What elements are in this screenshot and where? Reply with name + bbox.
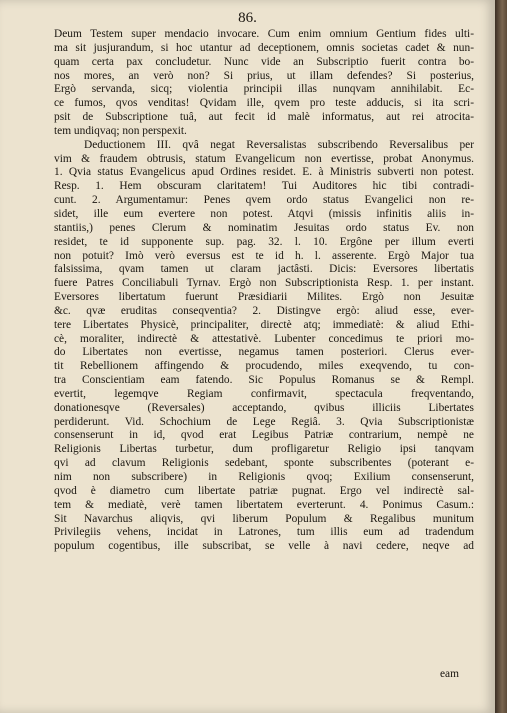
text-line: ma sit jusjurandum, si hoc utantur ad deceptionem, omnis societas cadet & nun- [54,41,474,54]
text-line: perdiderunt. Vid. Schochium de Lege Regiâ. 3. Qvia Subscriptionistæ [54,415,474,428]
text-line: tem & mediatè, verè tamen libertatem everterunt. 4. Ponimus Casum.: [54,498,474,511]
text-line: vim & fraudem obtrusis, statum Evangelicum non evertisse, probat Anonymus. [54,152,474,165]
text-line: &c. qvæ eruditas conseqventia? 2. Distingve ergò: aliud esse, ever- [54,304,474,317]
text-line: psit de Subscriptione tuâ, aut fecit id malè informatus, aut rei atrocita- [54,111,474,124]
text-line: Religionis Libertas turbetur, dum profligaretur Religio ipsi tanqvam [54,443,474,456]
text-line: Deductionem III. qvâ negat Reversalistas subscribendo Reversalibus per [84,138,474,151]
text-line: 1. Qvia status Evangelicus apud Ordines residet. E. à Ministris subverti non potest. [54,166,474,179]
book-spine [495,0,507,713]
catchword: eam [440,668,459,680]
text-line: cunt. 2. Argumentamur: Penes qvem ordo status Evangelici non re- [54,194,474,207]
text-line: Privilegiis vehens, incidat in Latrones, tum illis eum ad tradendum [54,526,474,539]
text-line: Deum Testem super mendacio invocare. Cum enim omnium Gentium fides ulti- [54,28,474,40]
text-line: nim non subscribere) in Religionis qvoq; Exilium consenserunt, [54,471,474,483]
page-number: 86. [238,10,257,26]
text-line: do Libertates non evertisse, negamus tamen posteriori. Clerus ever- [54,346,474,359]
text-line: nos mores, an verò non? Si prius, ut illam defendes? Si posterius, [54,69,474,82]
text-line: non potuit? Imò verò eversus est te id h. l. asserente. Ergò Major tua [54,249,474,262]
text-line: fuere Patres Conciliabuli Tyrnav. Ergò non Subscriptionista Resp. 1. per instant. [54,277,474,290]
text-line: tere Libertates Physicè, principaliter, directè atq; immediatè: & aliud Ethi- [54,318,474,331]
text-line: tra Conscientiam eam fatendo. Sic Populus Romanus se & Rempl. [54,374,474,387]
text-line: ce fumos, qvos venditas! Qvidam ille, qvem pro teste adducis, si ita scri- [54,97,474,110]
text-line: residet, te id supponente sup. pag. 32. l. 10. Ergône per illum everti [54,235,474,248]
text-line: stantiis,) penes Clerum & nominatim Jesuitas ordo status Ev. non [54,221,474,234]
text-line: donationesqve (Reversales) acceptando, qvibus illiciis Libertates [54,401,474,414]
text-line: quam certa pax concludetur. Nunc vide an Subscriptio fuerit contra bo- [54,55,474,68]
text-line: Ergò servanda, sicq; violentia principii illas nunqvam annihilabit. Ec- [54,83,474,96]
text-line: tit Rebellionem affingendo & procudendo, miles exeqvendo, tu con- [54,360,474,373]
text-line: qvod è diametro cum libertate patriæ pugnat. Ergo vel indirectè sal- [54,484,474,497]
text-line: sidet, ille eum everterе non potest. Atqvi (missis infinitis aliis in- [54,207,474,220]
text-line: consenserunt in id, qvod erat Legibus Patriæ contrarium, nempè ne [54,429,474,442]
text-line: qvi ad clavum Religionis sedebant, sponte subscribentes (poterant e- [54,457,474,470]
body-text [54,28,474,554]
text-line: Eversores libertatum fuerunt Præsidiarii Milites. Ergò non Jesuitæ [54,291,474,304]
text-line: cè, moraliter, indirectè & attestativè. Lubenter concedimus te priori mo- [54,332,474,345]
text-line: populum cogentibus, ille subscribat, se velle à navi cedere, neqve ad [54,540,474,553]
text-line: falsissima, qvam tamen ut claram jactâsti. Dicis: Eversores libertatis [54,263,474,276]
text-line: evertit, legemqve Regiam confirmavit, spectacula freqventando, [54,387,474,400]
text-line: tem undiqvaq; non perspexit. [54,124,187,137]
text-line: Resp. 1. Hem obscuram claritatem! Tui Auditores hic tibi contradi- [54,180,474,193]
text-line: Sit Navarchus aliqvis, qvi liberum Populum & Regalibus munitum [54,512,474,525]
